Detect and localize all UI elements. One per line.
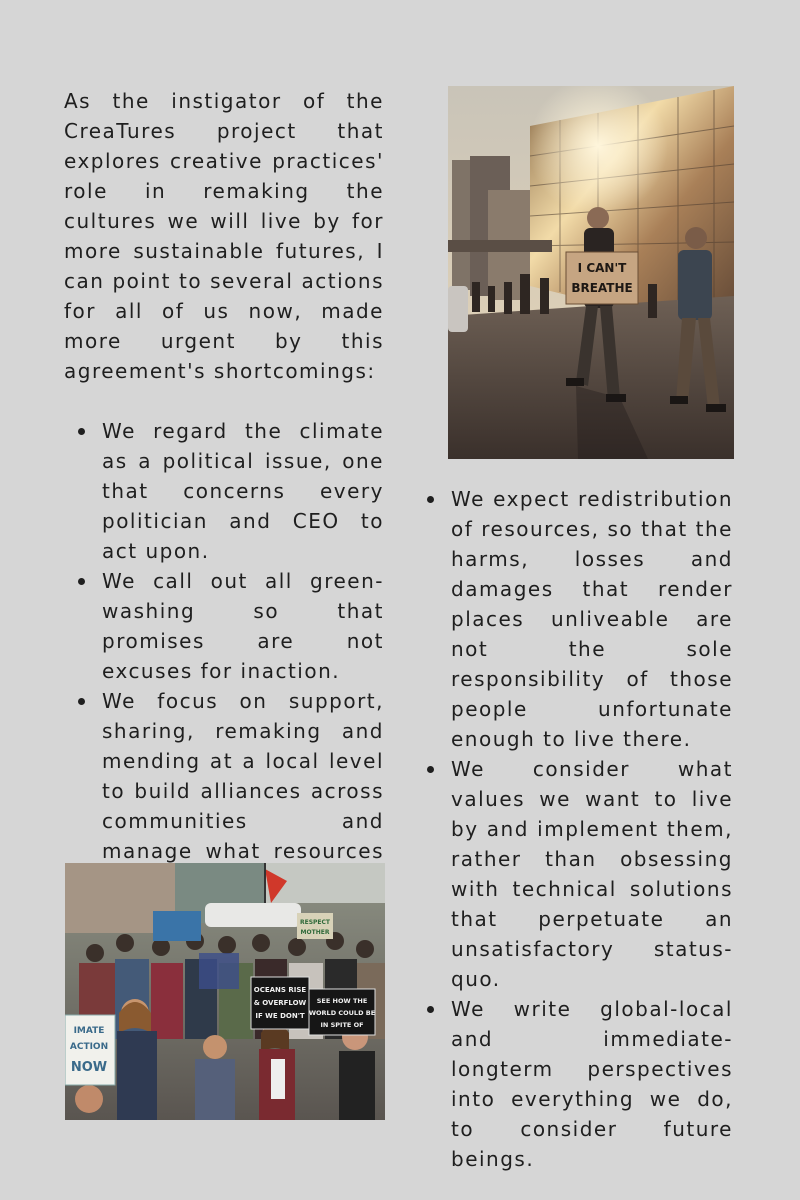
intro-paragraph: As the instigator of the CreaTures project that explores creative practices' role in remaking the cultures we will live by for more sustainable futures, I can point to several actions for all of us now, made more urgent by this agreement's shortcomings:: [64, 89, 384, 383]
sign-c-line1: IMATE: [73, 1026, 105, 1036]
crowd-sign-respect: [297, 913, 333, 939]
crowd-sign-dark-blue: [199, 953, 239, 989]
protest-march-photo: [448, 86, 734, 459]
left-bullet-list: [64, 416, 384, 896]
sign-c-line2: ACTION: [69, 1042, 109, 1052]
sign-b-line2: WORLD COULD BE: [308, 1009, 376, 1017]
bullet-item: We consider what values we want to live by and implement them, rather than obsessing with technical solutions that perpetuate an unsatisfactory status-quo.: [413, 754, 733, 994]
sign-b-line1: SEE HOW THE: [316, 997, 368, 1005]
sign-e: MOTHER: [300, 929, 330, 936]
sign-a-line2: & OVERFLOW: [253, 999, 307, 1007]
bullet-item: We expect redistribution of resources, so that the harms, losses and damages that render places unliveable are not the sole responsibility of those people unfortunate enough to live there.: [413, 484, 733, 754]
crowd-sign-world: [309, 989, 375, 1035]
crowd-sign-blue: [153, 911, 201, 941]
sign-d: RESPECT: [299, 919, 331, 926]
bullet-item: We regard the climate as a political issue, one that concerns every politician and CEO to act upon.: [64, 416, 384, 566]
sign-b-line3: IN SPITE OF: [320, 1021, 364, 1029]
bullet-item: We focus on support, sharing, remaking and mending at a local level to build alliances across communities and manage what resources: [64, 686, 384, 896]
protest-march-illustration: [448, 86, 734, 459]
bullet-item: We call out all green-washing so that promises are not excuses for inaction.: [64, 566, 384, 686]
climate-march-illustration: [65, 863, 385, 1120]
sign-c-line3: NOW: [70, 1060, 108, 1075]
crowd-sign-oceans: [251, 977, 309, 1029]
crowd-sign-climate-action: [65, 1015, 115, 1085]
sign-text-line1: I CAN'T: [577, 261, 627, 275]
sign-a-line1: OCEANS RISE: [253, 986, 307, 994]
right-bullet-list: [413, 484, 733, 1174]
sign-text-line2: BREATHE: [571, 281, 633, 295]
protest-sign: [566, 252, 638, 304]
bullet-item: We write global-local and immediate-longterm perspectives into everything we do, to consider future beings.: [413, 994, 733, 1174]
climate-march-crowd-photo: [65, 863, 385, 1120]
sign-a-line3: IF WE DON'T: [255, 1012, 305, 1020]
